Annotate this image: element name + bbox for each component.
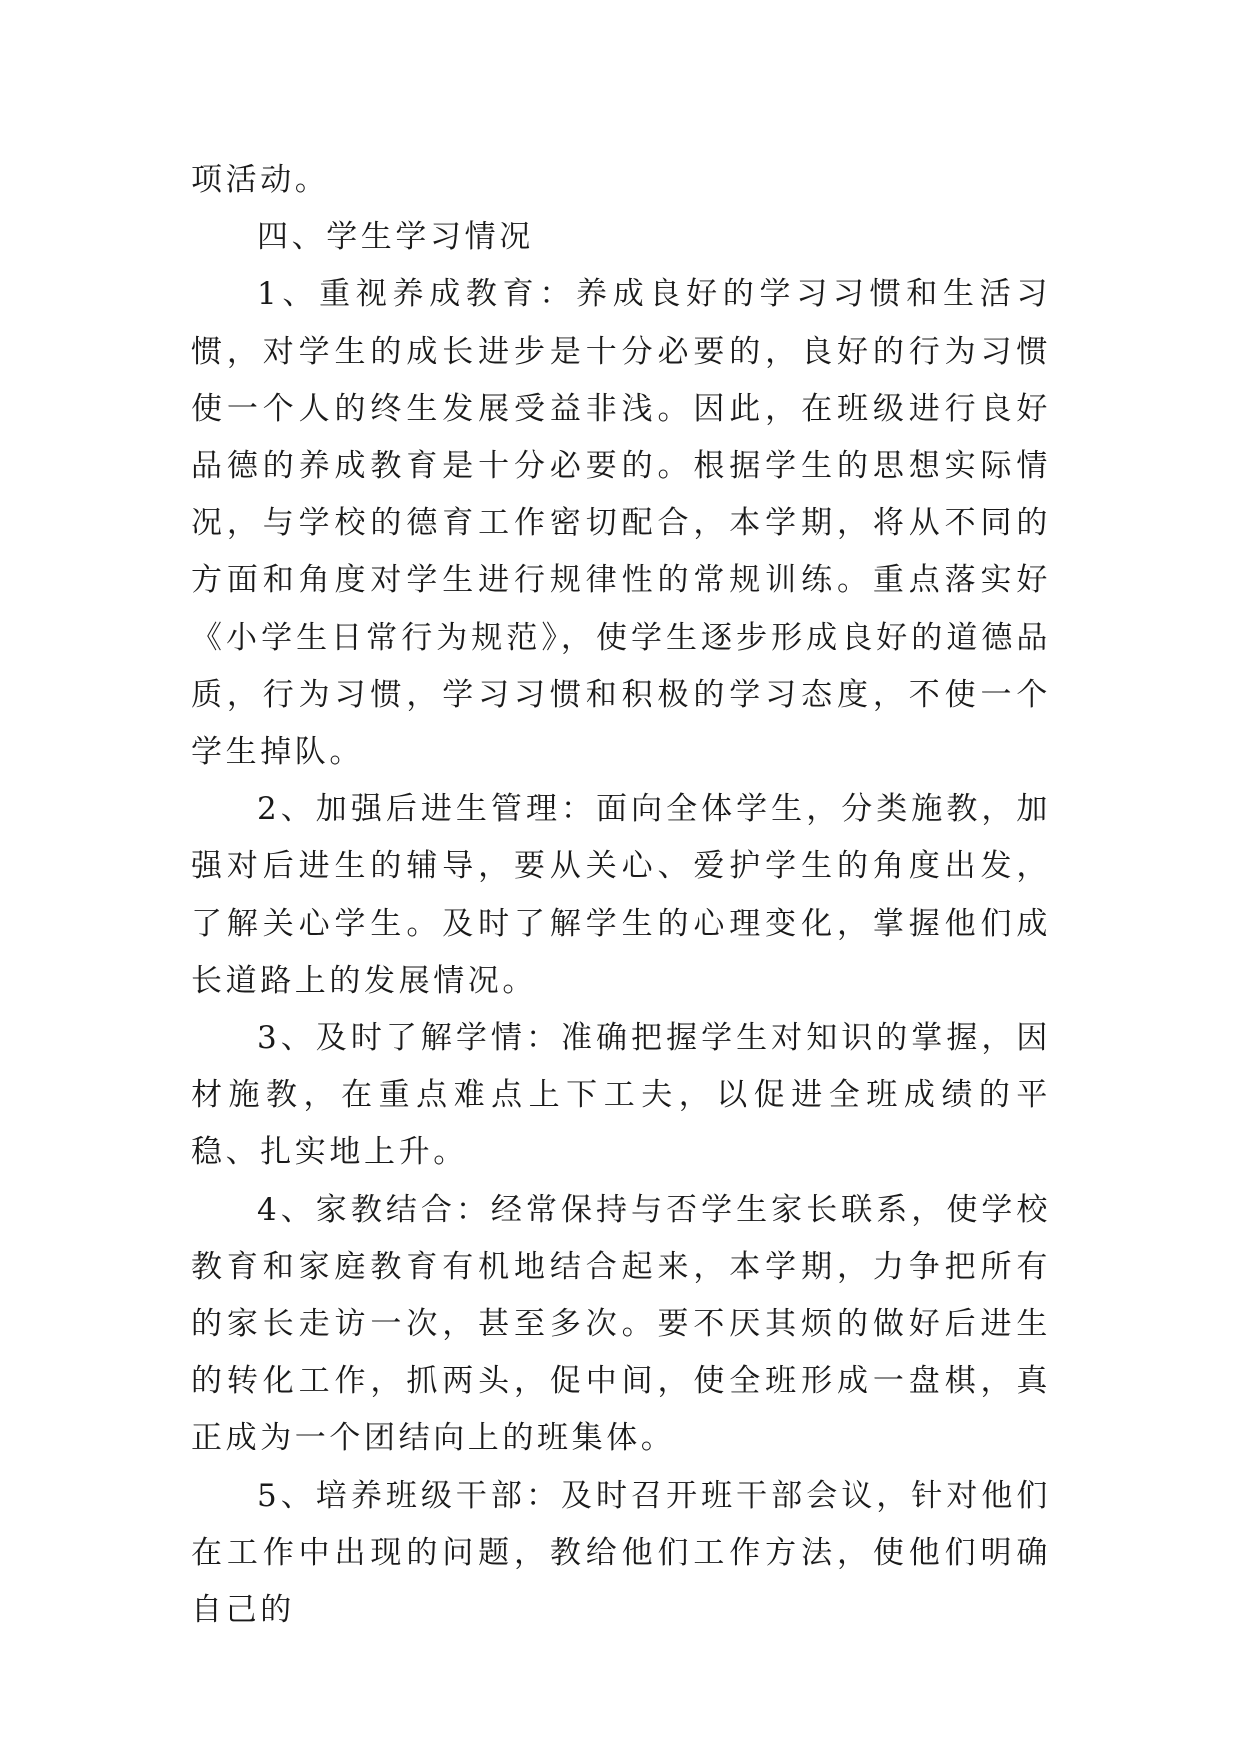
section-heading-student-learning: 四、学生学习情况	[257, 219, 534, 256]
paragraph-learning-status: 3、及时了解学情：准确把握学生对知识的掌握，因材施教，在重点难点上下工夫，以促进全班成绩的平稳、扎实地上升。	[191, 1020, 1051, 1171]
document-body	[191, 152, 1051, 1639]
paragraph-continuation: 项活动。	[191, 162, 330, 198]
paragraph-class-cadres: 5、培养班级干部：及时召开班干部会议，针对他们在工作中出现的问题，教给他们工作方法，使他们明确自己的	[191, 1477, 1051, 1629]
paragraph-habit-education: 1、重视养成教育：养成良好的学习习惯和生活习惯，对学生的成长进步是十分必要的，良好的行为习惯使一个人的终生发展受益非浅。因此，在班级进行良好品德的养成教育是十分必要的。根据学生的思想实际情况，与学校的德育工作密切配合，本学期，将从不同的方面和角度对学生进行规律性的常规训练。重点落实好《小学生日常行为规范》，使学生逐步形成良好的道德品质，行为习惯，学习习惯和积极的学习态度，不使一个学生掉队。	[191, 276, 1051, 771]
paragraph-underachiever-management: 2、加强后进生管理：面向全体学生，分类施教，加强对后进生的辅导，要从关心、爱护学生的角度出发，了解关心学生。及时了解学生的心理变化，掌握他们成长道路上的发展情况。	[191, 791, 1051, 999]
paragraph-home-school: 4、家教结合：经常保持与否学生家长联系，使学校教育和家庭教育有机地结合起来，本学期，力争把所有的家长走访一次，甚至多次。要不厌其烦的做好后进生的转化工作，抓两头，促中间，使全班形成一盘棋，真正成为一个团结向上的班集体。	[191, 1191, 1051, 1457]
